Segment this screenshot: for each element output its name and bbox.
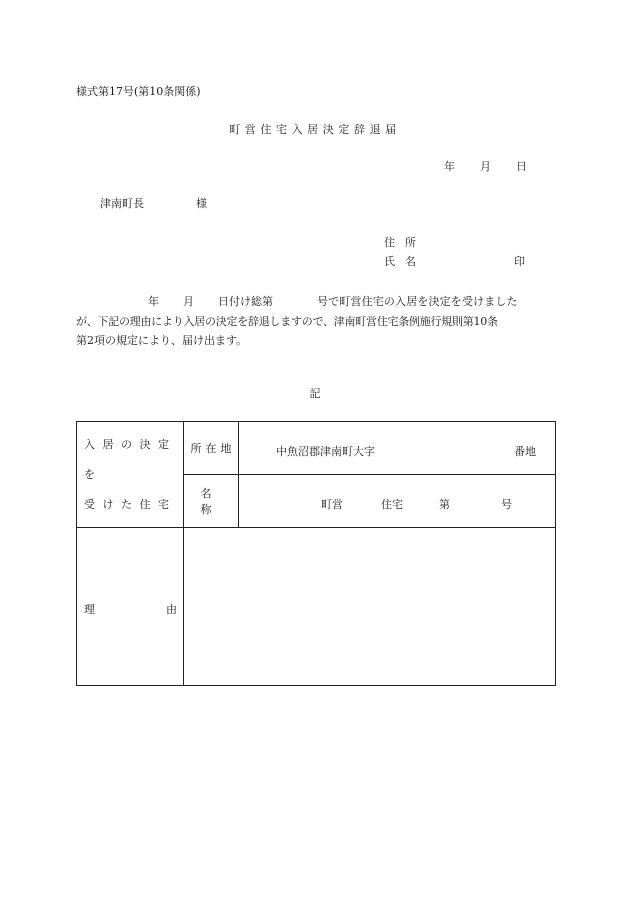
form-number: 様式第17号(第10条関係): [76, 85, 201, 98]
ki-heading: 記: [309, 387, 321, 400]
body-month: 月: [183, 295, 194, 308]
body-line1-rest: 号で町営住宅の入居を決定を受けました: [317, 295, 518, 308]
name-part-number-suffix: 号: [501, 498, 512, 511]
applicant-address-label: 住所: [384, 236, 426, 249]
addressee-honorific: 様: [196, 197, 207, 210]
reason-label-char-1: 理: [84, 603, 95, 616]
body-line-3: 第2項の規定により、届け出ます。: [76, 334, 248, 347]
body-line-1: [76, 292, 556, 312]
document-title: 町営住宅入居決定辞退届: [229, 123, 401, 136]
name-cell[interactable]: [239, 475, 556, 528]
location-cell[interactable]: [239, 422, 556, 475]
decided-housing-label-line-1: 入居の決定を: [84, 437, 177, 481]
date-month-label: 月: [480, 160, 491, 173]
housing-decision-table: [76, 421, 556, 686]
reason-label: [77, 528, 184, 686]
date-day-label: 日: [516, 160, 527, 173]
body-date-prefix: 日付け総第: [218, 295, 273, 308]
addressee-name: 津南町長: [100, 197, 144, 210]
name-part-housing: 住宅: [381, 498, 403, 511]
body-paragraph: [76, 292, 556, 351]
decided-housing-label-line-2: 受けた住宅: [84, 497, 177, 511]
seal-mark: 印: [514, 255, 525, 268]
reason-input-cell[interactable]: [184, 528, 556, 686]
applicant-name-label: 氏名: [384, 255, 426, 268]
reason-label-char-2: 由: [166, 603, 177, 616]
location-value: 中魚沼郡津南町大字: [276, 445, 375, 458]
date-year-label: 年: [444, 160, 455, 173]
body-year: 年: [148, 295, 159, 308]
location-suffix: 番地: [514, 445, 536, 458]
location-label: 所在地: [184, 422, 239, 475]
name-part-number-prefix: 第: [439, 498, 450, 511]
body-line-2: が、下記の理由により入居の決定を辞退しますので、津南町営住宅条例施行規則第10条: [76, 314, 498, 328]
decided-housing-label: [77, 422, 184, 528]
name-label: 名称: [184, 475, 239, 528]
name-part-town: 町営: [321, 498, 343, 511]
